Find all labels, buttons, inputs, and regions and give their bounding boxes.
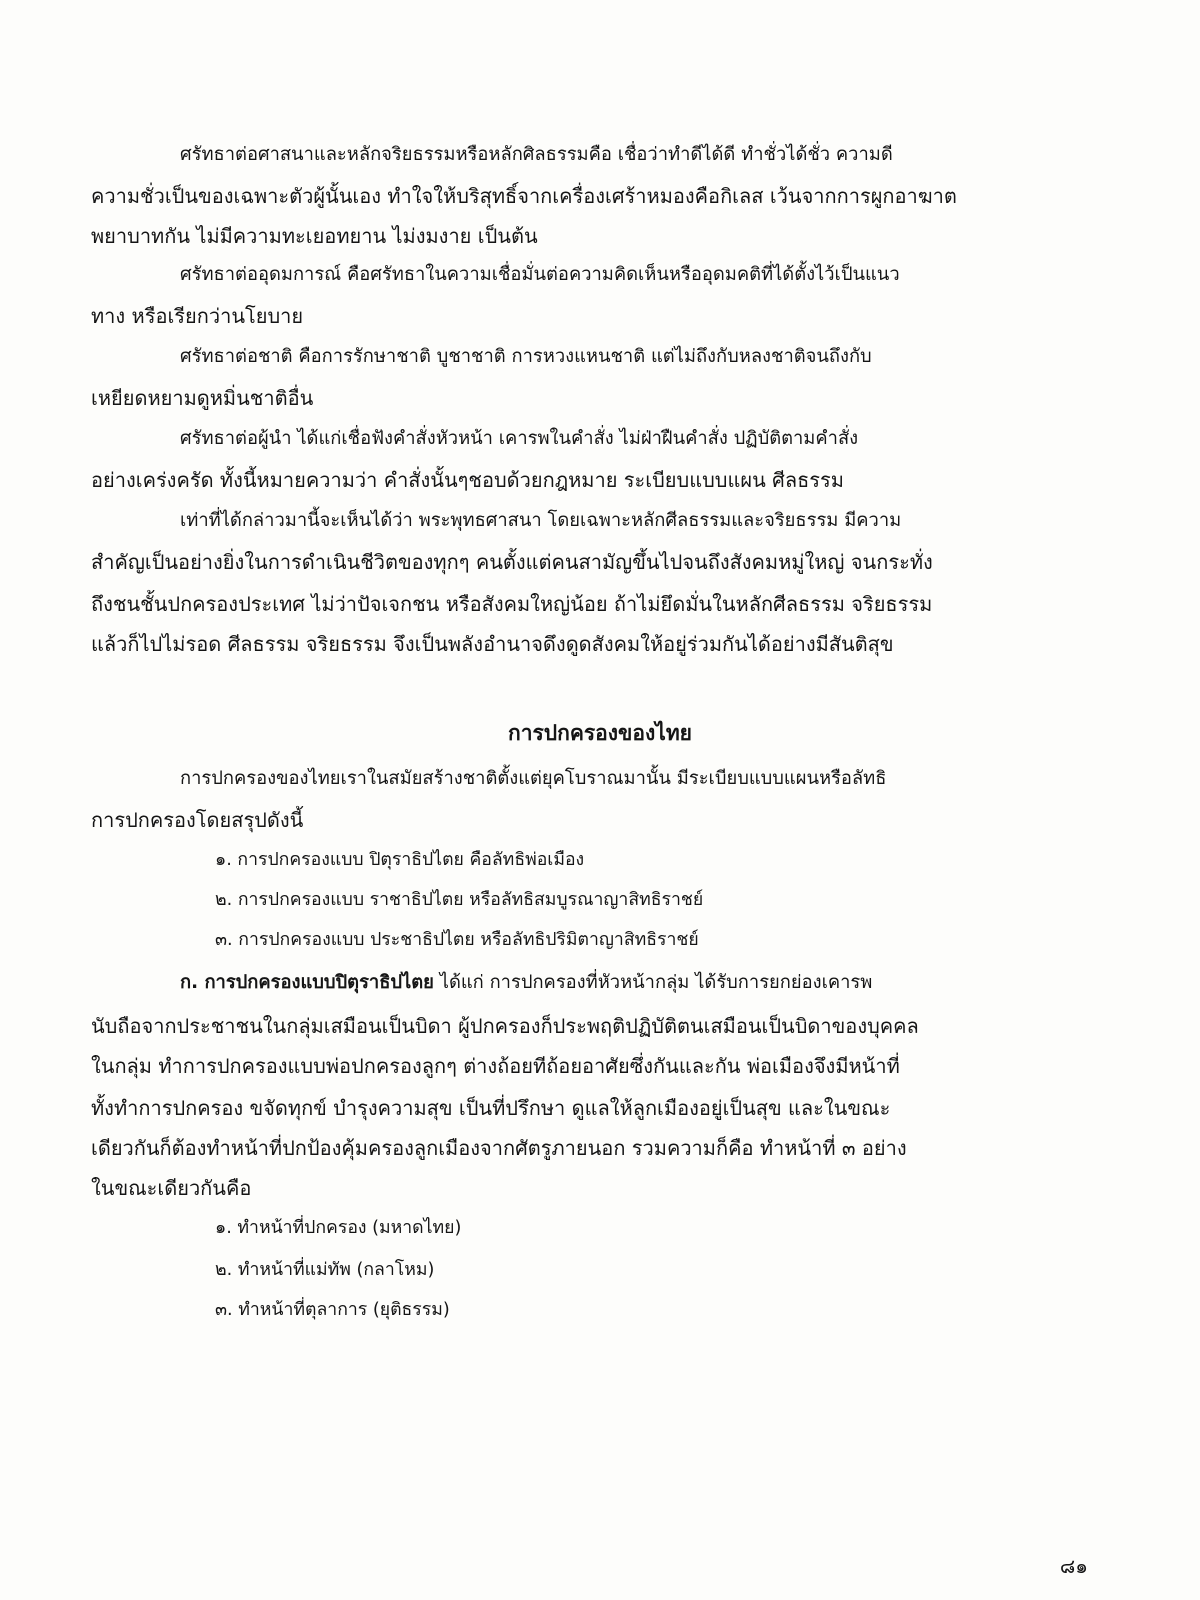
section-heading: การปกครองของไทย	[508, 721, 692, 745]
paragraph-line: ทั้งทำการปกครอง ขจัดทุกข์ บำรุงความสุข เป็นที่ปรึกษา ดูแลให้ลูกเมืองอยู่เป็นสุข และในขณะ	[91, 1096, 891, 1120]
list-item: ๑. การปกครองแบบ ปิตุราธิปไตย คือลัทธิพ่อเมือง	[215, 850, 585, 870]
paragraph-line: ถึงชนชั้นปกครองประเทศ ไม่ว่าปัจเจกชน หรือสังคมใหญ่น้อย ถ้าไม่ยึดมั่นในหลักศีลธรรม จริยธรรม	[91, 592, 933, 616]
paragraph-line: เหยียดหยามดูหมิ่นชาติอื่น	[91, 386, 314, 410]
paragraph-line: เดียวกันก็ต้องทำหน้าที่ปกป้องคุ้มครองลูกเมืองจากศัตรูภายนอก รวมความก็คือ ทำหน้าที่ ๓ อย่าง	[91, 1136, 907, 1160]
list-item: ๓. ทำหน้าที่ตุลาการ (ยุติธรรม)	[215, 1300, 450, 1320]
list-item: ๑. ทำหน้าที่ปกครอง (มหาดไทย)	[215, 1218, 462, 1238]
paragraph-line: ทาง หรือเรียกว่านโยบาย	[91, 304, 304, 328]
paragraph-line: นับถือจากประชาชนในกลุ่มเสมือนเป็นบิดา ผู้ปกครองก็ประพฤติปฏิบัติตนเสมือนเป็นบิดาของบุคคล	[91, 1014, 919, 1038]
paragraph-line: เท่าที่ได้กล่าวมานี้จะเห็นได้ว่า พระพุทธศาสนา โดยเฉพาะหลักศีลธรรมและจริยธรรม มีความ	[180, 510, 902, 531]
lead-line-rest: ได้แก่ การปกครองที่หัวหน้ากลุ่ม ได้รับการยกย่องเคารพ	[433, 972, 873, 993]
paragraph-line: พยาบาทกัน ไม่มีความทะเยอทยาน ไม่งมงาย เป็นต้น	[91, 224, 538, 248]
list-item: ๒. ทำหน้าที่แม่ทัพ (กลาโหม)	[215, 1260, 435, 1280]
list-item: ๓. การปกครองแบบ ประชาธิปไตย หรือลัทธิปริมิตาญาสิทธิราชย์	[215, 930, 699, 950]
paragraph-line: ศรัทธาต่ออุดมการณ์ คือศรัทธาในความเชื่อมั่นต่อความคิดเห็นหรืออุดมคติที่ได้ตั้งไว้เป็นแนว	[180, 264, 900, 285]
paragraph-line: ในขณะเดียวกันคือ	[91, 1176, 252, 1200]
paragraph-line: ความชั่วเป็นของเฉพาะตัวผู้นั้นเอง ทำใจให้บริสุทธิ์จากเครื่องเศร้าหมองคือกิเลส เว้นจากการผูกอาฆาต	[91, 184, 957, 208]
page-number: ๘๑	[1059, 1554, 1088, 1578]
paragraph-line: ในกลุ่ม ทำการปกครองแบบพ่อปกครองลูกๆ ต่างถ้อยทีถ้อยอาศัยซึ่งกันและกัน พ่อเมืองจึงมีหน้าที่	[91, 1054, 900, 1078]
list-item: ๒. การปกครองแบบ ราชาธิปไตย หรือลัทธิสมบูรณาญาสิทธิราชย์	[215, 890, 704, 910]
paragraph-line	[180, 974, 1186, 992]
paragraph-line: สำคัญเป็นอย่างยิ่งในการดำเนินชีวิตของทุกๆ คนตั้งแต่คนสามัญขึ้นไปจนถึงสังคมหมู่ใหญ่ จนกระทั่ง	[91, 550, 933, 574]
bold-lead-term: ก. การปกครองแบบปิตุราธิปไตย	[180, 972, 434, 993]
paragraph-line: ศรัทธาต่อชาติ คือการรักษาชาติ บูชาชาติ การหวงแหนชาติ แต่ไม่ถึงกับหลงชาติจนถึงกับ	[180, 346, 872, 367]
paragraph-line: อย่างเคร่งครัด ทั้งนี้หมายความว่า คำสั่งนั้นๆชอบด้วยกฎหมาย ระเบียบแบบแผน ศีลธรรม	[91, 468, 844, 492]
paragraph-line: การปกครองของไทยเราในสมัยสร้างชาติตั้งแต่ยุคโบราณมานั้น มีระเบียบแบบแผนหรือลัทธิ	[180, 768, 887, 789]
paragraph-line: แล้วก็ไปไม่รอด ศีลธรรม จริยธรรม จึงเป็นพลังอำนาจดึงดูดสังคมให้อยู่ร่วมกันได้อย่างมีสันติสุข	[91, 632, 894, 656]
paragraph-line: การปกครองโดยสรุปดังนี้	[91, 808, 304, 832]
paragraph-line: ศรัทธาต่อผู้นำ ได้แก่เชื่อฟังคำสั่งหัวหน้า เคารพในคำสั่ง ไม่ฝ่าฝืนคำสั่ง ปฏิบัติตามคำสั่ง	[180, 428, 859, 449]
paragraph-line: ศรัทธาต่อศาสนาและหลักจริยธรรมหรือหลักศิลธรรมคือ เชื่อว่าทำดีได้ดี ทำชั่วได้ชั่ว ความดี	[180, 144, 893, 165]
